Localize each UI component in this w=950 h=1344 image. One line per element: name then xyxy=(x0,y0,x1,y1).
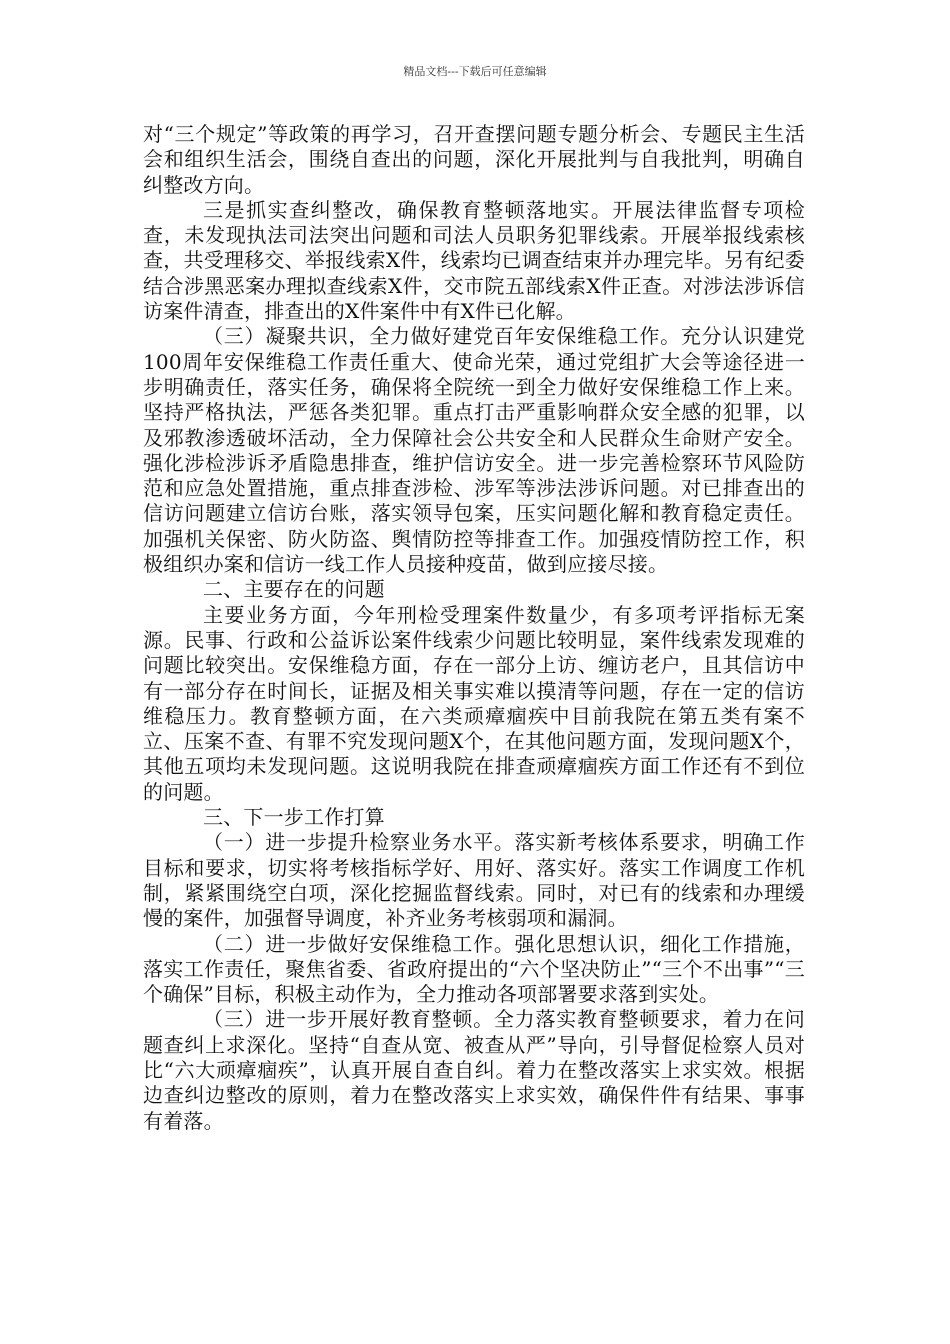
paragraph-continuation: 对“三个规定”等政策的再学习，召开查摆问题专题分析会、专题民主生活会和组织生活会，围绕自查出的问题，深化开展批判与自我批判，明确自纠整改方向。 xyxy=(143,122,805,197)
document-body xyxy=(143,122,805,1134)
paragraph-main-problems: 主要业务方面，今年刑检受理案件数量少，有多项考评指标无案源。民事、行政和公益诉讼案件线索少问题比较明显，案件线索发现难的问题比较突出。安保维稳方面，存在一部分上访、缠访老户，且其信访中有一部分存在时间长，证据及相关事实难以摸清等问题，存在一定的信访维稳压力。教育整顿方面，在六类顽瘴痼疾中目前我院在第五类有案不立、压案不查、有罪不究发现问题X个，在其他问题方面，发现问题X个，其他五项均未发现问题。这说明我院在排查顽瘴痼疾方面工作还有不到位的问题。 xyxy=(143,602,805,804)
paragraph-inspection-rectification: 三是抓实查纠整改，确保教育整顿落地实。开展法律监督专项检查，未发现执法司法突出问题和司法人员职务犯罪线索。开展举报线索核查，共受理移交、举报线索X件，线索均已调查结束并办理完毕。另有纪委结合涉黑恶案办理拟查线索X件，交市院五部线索X件正查。对涉法涉诉信访案件清查，排查出的X件案件中有X件已化解。 xyxy=(143,197,805,324)
paragraph-next-step-3: （三）进一步开展好教育整顿。全力落实教育整顿要求，着力在问题查纠上求深化。坚持“自查从宽、被查从严”导向，引导督促检察人员对比“六大顽瘴痼疾”，认真开展自查自纠。着力在整改落实上求实效。根据边查纠边整改的原则，着力在整改落实上求实效，确保件件有结果、事事有着落。 xyxy=(143,1007,805,1133)
paragraph-security-stability: （三）凝聚共识，全力做好建党百年安保维稳工作。充分认识建党100周年安保维稳工作责任重大、使命光荣，通过党组扩大会等途径进一步明确责任，落实任务，确保将全院统一到全力做好安保维稳工作上来。坚持严格执法，严惩各类犯罪。重点打击严重影响群众安全感的犯罪，以及邪教渗透破坏活动，全力保障社会公共安全和人民群众生命财产安全。强化涉检涉诉矛盾隐患排查，维护信访安全。进一步完善检察环节风险防范和应急处置措施，重点排查涉检、涉军等涉法涉诉问题。对已排查出的信访问题建立信访台账，落实领导包案，压实问题化解和教育稳定责任。加强机关保密、防火防盗、舆情防控等排查工作。加强疫情防控工作，积极组织办案和信访一线工作人员接种疫苗，做到应接尽接。 xyxy=(143,324,805,577)
section-heading-next-steps: 三、下一步工作打算 xyxy=(203,805,385,830)
page-header: 精品文档---下载后可任意编辑 xyxy=(403,65,547,78)
section-heading-problems: 二、主要存在的问题 xyxy=(203,577,385,602)
paragraph-next-step-2: （二）进一步做好安保维稳工作。强化思想认识，细化工作措施，落实工作责任，聚焦省委、省政府提出的“六个坚决防止”“三个不出事”“三个确保”目标，积极主动作为，全力推动各项部署要求落到实处。 xyxy=(143,931,805,1007)
paragraph-next-step-1: （一）进一步提升检察业务水平。落实新考核体系要求，明确工作目标和要求，切实将考核指标学好、用好、落实好。落实工作调度工作机制，紧紧围绕空白项，深化挖掘监督线索。同时，对已有的线索和办理缓慢的案件，加强督导调度，补齐业务考核弱项和漏洞。 xyxy=(143,830,805,931)
